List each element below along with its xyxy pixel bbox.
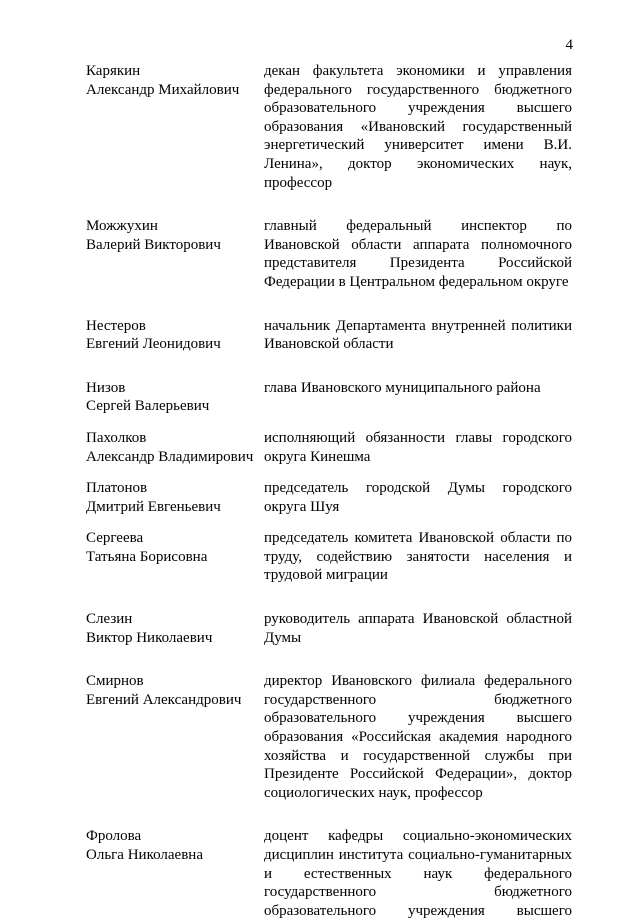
member-entry (86, 317, 572, 354)
member-surname: Сергеева (86, 530, 144, 547)
member-name (86, 429, 264, 466)
member-surname: Фролова (86, 828, 142, 845)
member-given-names: Евгений Александрович (86, 691, 242, 708)
member-role: директор Ивановского филиала федерального государственного бюджетного образовательного учреждения высшего образования «Российская академия народного хозяйства и государственной службы при Президенте Российской Федерации», доктор социологических наук, профессор (264, 673, 572, 801)
member-entry (86, 379, 572, 416)
member-entry (86, 62, 572, 192)
member-role: декан факультета экономики и управления федерального государственного бюджетного образовательного учреждения высшего образования «Ивановский государственный энергетический университет имени В.И. Ленина», доктор экономических наук, профессор (264, 63, 572, 191)
member-surname: Карякин (86, 63, 141, 79)
member-name (86, 827, 264, 864)
member-given-names: Валерий Викторович (86, 236, 221, 253)
member-role: начальник Департамента внутренней политики Ивановской области (264, 317, 572, 353)
member-role: исполняющий обязанности главы городского округа Кинешма (264, 429, 572, 465)
member-surname: Низов (86, 379, 126, 396)
member-entry (86, 827, 572, 920)
member-given-names: Сергей Валерьевич (86, 398, 210, 415)
member-entry (86, 479, 572, 516)
page-number: 4 (565, 37, 573, 53)
member-name (86, 217, 264, 254)
member-role: председатель городской Думы городского округа Шуя (264, 480, 572, 515)
member-surname: Платонов (86, 480, 148, 497)
member-surname: Пахолков (86, 429, 147, 446)
member-name (86, 479, 264, 516)
member-given-names: Александр Владимирович (86, 448, 254, 465)
member-role: доцент кафедры социально-экономических дисциплин института социально-гуманитарных и естественных наук федерального государственного бюджетного образовательного учреждения высшего (264, 828, 572, 919)
member-role: руководитель аппарата Ивановской областной Думы (264, 611, 572, 646)
member-surname: Можжухин (86, 218, 158, 235)
member-given-names: Дмитрий Евгеньевич (86, 498, 221, 515)
member-given-names: Татьяна Борисовна (86, 548, 208, 565)
member-surname: Смирнов (86, 673, 144, 690)
member-role: председатель комитета Ивановской области по труду, содействию занятости населения и трудовой миграции (264, 530, 572, 584)
member-entry (86, 529, 572, 585)
member-list (86, 62, 572, 920)
member-surname: Слезин (86, 611, 133, 628)
member-given-names: Евгений Леонидович (86, 336, 221, 353)
member-surname: Нестеров (86, 317, 146, 334)
member-given-names: Виктор Николаевич (86, 629, 213, 646)
member-name (86, 379, 264, 416)
member-name (86, 529, 264, 566)
member-role: главный федеральный инспектор по Ивановской области аппарата полномочного представителя Президента Российской Федерации в Центральном федеральном округе (264, 218, 572, 290)
member-role: глава Ивановского муниципального района (264, 379, 541, 396)
member-given-names: Ольга Николаевна (86, 847, 203, 863)
member-entry (86, 672, 572, 802)
member-entry (86, 429, 572, 466)
member-name (86, 672, 264, 709)
member-entry (86, 610, 572, 647)
member-entry (86, 217, 572, 291)
member-name (86, 62, 264, 99)
member-given-names: Александр Михайлович (86, 81, 240, 98)
member-name (86, 317, 264, 354)
member-name (86, 610, 264, 647)
